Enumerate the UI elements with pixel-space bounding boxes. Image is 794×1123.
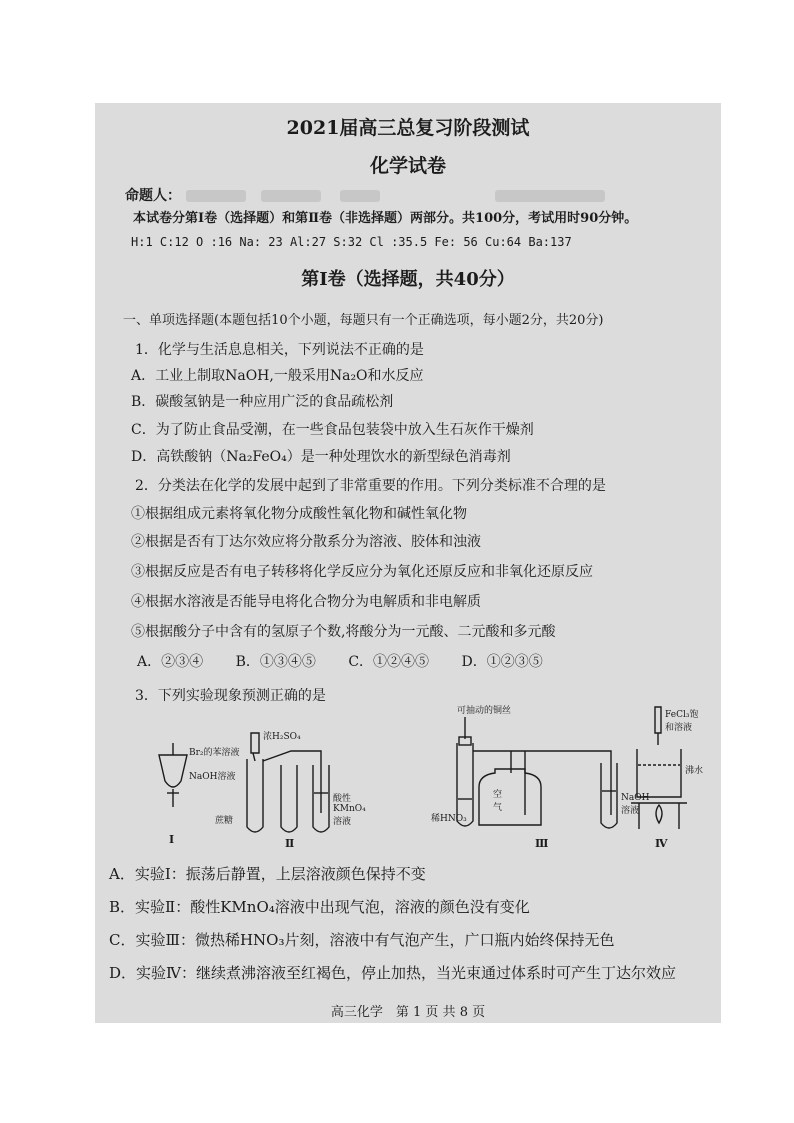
q2-option-d: D．①②③⑤ (461, 654, 543, 670)
q3-option-b: B．实验Ⅱ：酸性KMnO₄溶液中出现气泡，溶液的颜色没有变化 (109, 898, 530, 916)
redacted-name (495, 190, 605, 202)
label-br-solution: Br₂的苯溶液 (189, 748, 240, 758)
label-naoh-2: NaOH溶液 (621, 793, 650, 816)
beaker (637, 749, 681, 797)
test-tube-naoh (601, 763, 617, 828)
exam-info: 本试卷分第Ⅰ卷（选择题）和第Ⅱ卷（非选择题）两部分。共100分，考试用时90分钟。 (133, 211, 638, 226)
q2-statement-1: ①根据组成元素将氧化物分成酸性氧化物和碱性氧化物 (131, 506, 467, 522)
q3-option-a: A．实验Ⅰ：振荡后静置，上层溶液颜色保持不变 (109, 865, 426, 883)
label-copper-wire: 可抽动的铜丝 (457, 706, 512, 716)
q2-stem: 2．分类法在化学的发展中起到了非常重要的作用。下列分类标准不合理的是 (135, 478, 606, 494)
dropper (251, 733, 259, 753)
label-setup-iv: Ⅳ (655, 837, 668, 850)
q1-option-b: B．碳酸氢钠是一种应用广泛的食品疏松剂 (131, 394, 394, 410)
redacted-name (186, 190, 246, 202)
q1-option-c: C．为了防止食品受潮，在一些食品包装袋中放入生石灰作干燥剂 (131, 422, 534, 438)
q1-option-d: D．高铁酸钠（Na₂FeO₄）是一种处理饮水的新型绿色消毒剂 (131, 449, 511, 465)
label-setup-i: Ⅰ (169, 833, 175, 846)
burner-flame (656, 805, 662, 823)
label-h2so4: 浓H₂SO₄ (263, 732, 301, 742)
authors-line (125, 185, 605, 205)
label-setup-iii: Ⅲ (535, 837, 549, 850)
q2-option-a: A．②③④ (137, 654, 204, 670)
q1-option-a: A．工业上制取NaOH,一般采用Na₂O和水反应 (131, 368, 424, 384)
q2-statement-5: ⑤根据酸分子中含有的氢原子个数,将酸分为一元酸、二元酸和多元酸 (131, 624, 556, 640)
label-air: 空气 (493, 790, 503, 813)
q3-option-d: D．实验Ⅳ：继续煮沸溶液至红褐色，停止加热，当光束通过体系时可产生丁达尔效应 (109, 964, 677, 982)
q2-statement-4: ④根据水溶液是否能导电将化合物分为电解质和非电解质 (131, 594, 481, 610)
label-hno3: 稀HNO₃ (431, 814, 467, 824)
subject-title: 化学试卷 (369, 155, 446, 177)
q2-choices (137, 651, 571, 671)
test-tube-sugar (247, 759, 263, 832)
q2-option-c: C．①②④⑤ (348, 654, 430, 670)
exam-page (95, 103, 721, 1023)
q1-stem: 1．化学与生活息息相关，下列说法不正确的是 (135, 342, 424, 358)
q2-option-b: B．①③④⑤ (235, 654, 316, 670)
q3-option-c: C．实验Ⅲ：微热稀HNO₃片刻，溶液中有气泡产生，广口瓶内始终保持无色 (109, 931, 615, 949)
redacted-name (340, 190, 380, 202)
label-sugar: 蔗糖 (215, 816, 234, 826)
separatory-funnel (159, 755, 187, 787)
page-footer: 高三化学 第 1 页 共 8 页 (330, 1005, 486, 1020)
label-kmno4: 酸性KMnO₄溶液 (333, 794, 366, 827)
q3-stem: 3．下列实验现象预测正确的是 (135, 688, 326, 704)
label-naoh-1: NaOH溶液 (189, 772, 236, 782)
part1-title: 第Ⅰ卷（选择题，共40分） (301, 269, 515, 290)
redacted-name (261, 190, 321, 202)
label-boiling-water: 沸水 (685, 766, 704, 776)
wide-mouth-bottle (479, 769, 541, 825)
atomic-masses: H:1 C:12 O :16 Na: 23 Al:27 S:32 Cl :35.5 Fe: 56 Cu:64 Ba:137 (131, 235, 572, 249)
label-fecl3: FeCl₃饱和溶液 (665, 710, 699, 733)
authors-label: 命题人： (125, 188, 181, 204)
exam-title: 2021届高三总复习阶段测试 (286, 117, 530, 139)
q2-statement-3: ③根据反应是否有电子转移将化学反应分为氧化还原反应和非氧化还原反应 (131, 564, 593, 580)
dropper-fecl3 (655, 707, 661, 733)
test-tube-empty (281, 765, 297, 832)
label-setup-ii: Ⅱ (285, 837, 295, 850)
section-instructions: 一、单项选择题(本题包括10个小题，每题只有一个正确选项，每小题2分，共20分) (123, 313, 604, 328)
q2-statement-2: ②根据是否有丁达尔效应将分散系分为溶液、胶体和浊液 (131, 534, 481, 550)
delivery-tube-ii (263, 751, 321, 813)
